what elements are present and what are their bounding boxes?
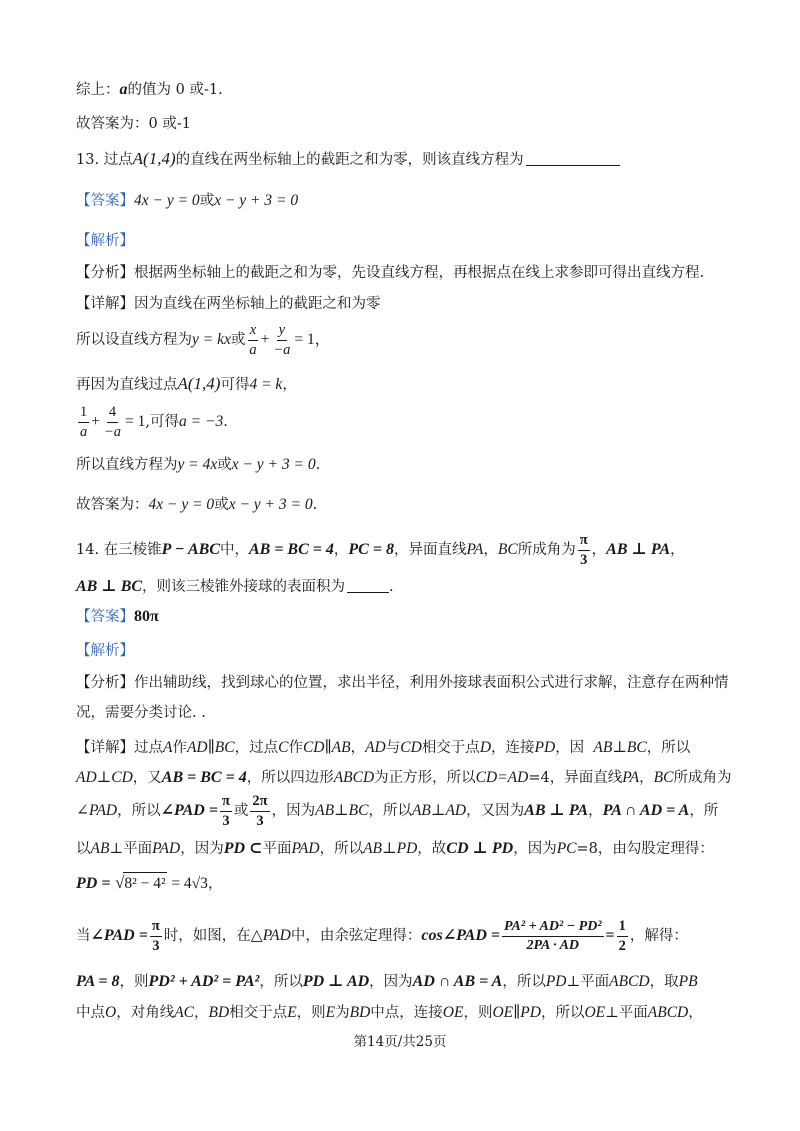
xiangjie-14-line8: 中点O，对角线AC，BD相交于点E，则E为BD中点，连接OE，则OE∥PD，所以OE⊥平面ABCD，	[76, 1004, 703, 1021]
math: a	[119, 81, 128, 98]
question-14-line2: AB ⊥ BC，则该三棱锥外接球的表面积为 .	[76, 578, 394, 595]
fenxi-14-line1: 【分析】作出辅助线，找到球心的位置，求出半径，利用外接球表面积公式进行求解，注意存在两种情	[76, 675, 729, 691]
line-assume-equation: 所以设直线方程为y = kx或 $\frac{x}{a}$ + $\frac{y}{-a}$ = 1，	[76, 322, 331, 358]
page-footer: 第14页/共25页	[353, 1034, 447, 1050]
fraction: $\frac{1}{2}$	[618, 918, 626, 954]
xiangjie-14-line7: PA = 8，则PD² + AD² = PA²，所以PD ⊥ AD，因为AD ∩ AB = A，所以PD⊥平面ABCD，取PB	[76, 973, 698, 990]
line-pass-point: 再因为直线过点A(1,4)可得4 = k，	[76, 374, 297, 393]
answer-summary: 故答案为：0 或-1	[76, 116, 191, 132]
xiangjie-14-line5: PD = √8² − 4² = 4√3，	[76, 872, 222, 895]
xiangjie-14-line4: 以AB⊥平面PAD，因为PD ⊂平面PAD，所以AB⊥PD，故CD ⊥ PD，因为PC=8，由勾股定理得：	[76, 840, 714, 857]
line-line-equation: 所以直线方程为y = 4x或x − y + 3 = 0.	[76, 456, 321, 473]
fenxi-14-line2: 况，需要分类讨论. .	[76, 705, 206, 721]
xiangjie-13: 【详解】因为直线在两坐标轴上的截距之和为零	[76, 296, 381, 312]
answer-13: 【答案】4x − y = 0或x − y + 3 = 0	[76, 192, 299, 209]
fraction: $\frac{\pi}{3}$	[151, 918, 160, 954]
analysis-tag: 【解析】	[76, 643, 134, 659]
text: 综上：	[76, 82, 120, 98]
text: 的值为 0 或-1.	[127, 82, 223, 98]
fraction: $\frac{1}{a}$	[80, 404, 88, 440]
answer-blank	[347, 578, 389, 593]
fraction: $\frac{2\pi}{3}$	[252, 793, 268, 829]
analysis-tag: 【解析】	[76, 233, 134, 249]
xiangjie-14-line3: ∠PAD，所以∠PAD = $\frac{\pi}{3}$ 或 $\frac{2\pi}{3}$ ，因为AB⊥BC，所以AB⊥AD，又因为AB ⊥ PA，PA ∩ AD = A，所	[76, 793, 719, 829]
line-final-answer-13: 故答案为：4x − y = 0或x − y + 3 = 0.	[76, 496, 318, 513]
summary-line	[76, 79, 223, 101]
xiangjie-14-line1: 【详解】过点A作AD∥BC，过点C作CD∥AB，AD与CD相交于点D，连接PD，因 AB⊥BC，所以	[76, 739, 691, 756]
fraction: $\frac{4}{-a}$	[104, 404, 122, 440]
sqrt-sign: √	[115, 873, 125, 892]
fenxi-13: 【分析】根据两坐标轴上的截距之和为零，先设直线方程，再根据点在线上求参即可得出直线方程.	[76, 265, 705, 281]
fraction: $\frac{\pi}{3}$	[579, 532, 588, 568]
answer-blank	[526, 151, 620, 166]
fraction: $\frac{y}{-a}$	[273, 322, 291, 358]
fraction: $\frac{x}{a}$	[249, 322, 257, 358]
question-13: 13. 过点A(1,4)的直线在两坐标轴上的截距之和为零，则该直线方程为	[76, 148, 620, 171]
line-fraction-equation: $\frac{1}{a}$ + $\frac{4}{-a}$ = 1,可得a = −3.	[80, 404, 228, 440]
xiangjie-14-line6: 当∠PAD = $\frac{\pi}{3}$ 时，如图，在△PAD中，由余弦定理得：cos∠PAD = $\frac{\text{PA² + AD² − PD²}}{2PA \cdot AD}$ = $\frac{1}{2}$ ，解得：	[76, 918, 688, 954]
answer-tag: 【答案】	[76, 193, 134, 209]
fraction: $\frac{\text{PA² + AD² − PD²}}{2PA \cdot AD}$	[504, 918, 602, 953]
answer-tag: 【答案】	[76, 609, 134, 625]
fraction: $\frac{\pi}{3}$	[221, 793, 230, 829]
question-14: 14. 在三棱锥P − ABC中，AB = BC = 4，PC = 8，异面直线PA，BC所成角为 $\frac{\pi}{3}$ ，AB ⊥ PA，	[76, 532, 685, 568]
xiangjie-14-line2: AD⊥CD，又AB = BC = 4，所以四边形ABCD为正方形，所以CD=AD=4，异面直线PA，BC所成角为	[76, 769, 732, 786]
answer-14: 【答案】80π	[76, 608, 159, 625]
